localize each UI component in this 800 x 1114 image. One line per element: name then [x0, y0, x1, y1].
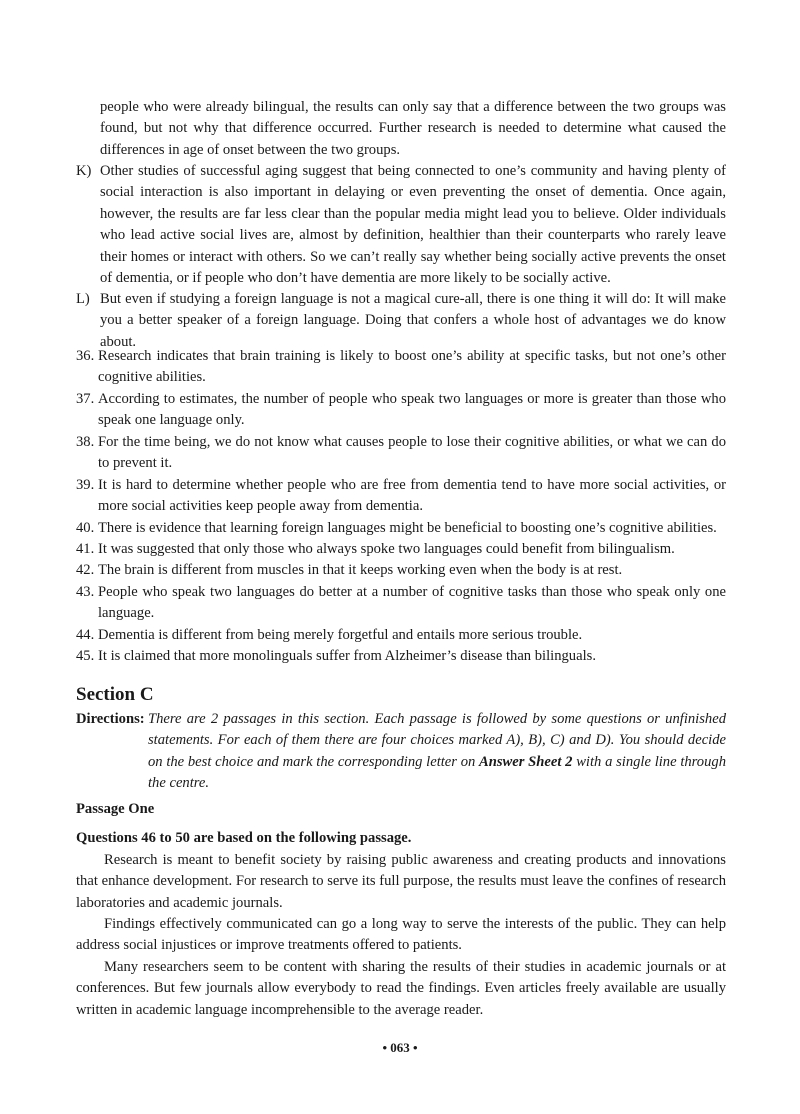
continuation-paragraph: people who were already bilingual, the results can only say that a difference between the two groups was found, but not why that difference occurred. Further research is needed to determine what caused the differences in age of onset between the two groups.: [100, 99, 726, 158]
statement-text: Research indicates that brain training is likely to boost one’s ability at specific tasks, but not one’s other cognitive abilities.: [98, 348, 726, 386]
statement-36: [76, 346, 726, 389]
statement-43: [76, 582, 726, 625]
directions-label: Directions:: [76, 711, 145, 727]
statement-number: 38.: [76, 434, 95, 450]
passage-paragraph: Many researchers seem to be content with sharing the results of their studies in academic journals or at conferences. But few journals allow everybody to read the findings. Even articles freely available are usually written in academic language incomprehensible to the average reader.: [76, 959, 726, 1018]
statement-number: 39.: [76, 477, 95, 493]
statement-39: [76, 475, 726, 518]
statement-41: [76, 539, 726, 560]
statement-text: The brain is different from muscles in that it keeps working even when the body is at rest.: [98, 562, 623, 578]
answer-sheet-reference: Answer Sheet 2: [479, 753, 573, 770]
statement-number: 45.: [76, 648, 95, 664]
statement-number: 37.: [76, 391, 95, 407]
paragraph-label: L): [76, 291, 90, 307]
statement-38: [76, 432, 726, 475]
statement-text: It was suggested that only those who always spoke two languages could benefit from bilingualism.: [98, 541, 675, 557]
statement-40: [76, 518, 726, 539]
directions-text-part1: There are 2 passages in this section. Each passage is followed by some questions or unfinished statements. For each of them there are four choices marked A), B), C) and D). You should decide on the best choice and mark the corresponding letter on: [148, 711, 726, 770]
passage-paragraph: Findings effectively communicated can go a long way to serve the interests of the public. They can help address social injustices or improve treatments offered to patients.: [76, 916, 726, 954]
paragraph-label: K): [76, 163, 92, 179]
statement-number: 44.: [76, 627, 95, 643]
statement-number: 36.: [76, 348, 95, 364]
passage-paragraph: Research is meant to benefit society by raising public awareness and creating products and innovations that enhance development. For research to serve its full purpose, the results must leave the confines of research laboratories and academic journals.: [76, 852, 726, 911]
section-title: Section C: [76, 684, 154, 705]
statement-text: According to estimates, the number of people who speak two languages or more is greater than those who speak one language only.: [98, 391, 726, 429]
paragraph-text: Other studies of successful aging suggest that being connected to one’s community and having plenty of social interaction is also important in delaying or even preventing the onset of dementia. Once again, however, the results are far less clear than the popular media might lead you to believe. Older individuals who lead active social lives are, almost by definition, healthier than their counterparts who rarely leave their homes or interact with others. So we can’t really say whether being socially active prevents the onset of dementia, or if people who don’t have dementia are more likely to be socially active.: [100, 163, 726, 287]
page-number: • 063 •: [382, 1040, 418, 1055]
paragraph-text: But even if studying a foreign language is not a magical cure-all, there is one thing it will do: It will make you a better speaker of a foreign language. Doing that confers a whole host of advantages we do know about.: [100, 291, 726, 350]
statement-text: Dementia is different from being merely forgetful and entails more serious trouble.: [98, 627, 583, 643]
statement-text: There is evidence that learning foreign languages might be beneficial to boosting one’s cognitive abilities.: [98, 520, 717, 536]
statement-text: People who speak two languages do better at a number of cognitive tasks than those who speak only one language.: [98, 584, 726, 622]
statement-text: It is hard to determine whether people who are free from dementia tend to have more social activities, or more social activities keep people away from dementia.: [98, 477, 726, 515]
statement-text: For the time being, we do not know what causes people to lose their cognitive abilities, or what we can do to prevent it.: [98, 434, 726, 472]
statement-37: [76, 389, 726, 432]
passage-title: Passage One: [76, 801, 155, 817]
questions-heading: Questions 46 to 50 are based on the following passage.: [76, 830, 412, 846]
directions-text: [148, 709, 726, 795]
statement-44: [76, 625, 726, 646]
statement-number: 42.: [76, 562, 95, 578]
statement-text: It is claimed that more monolinguals suffer from Alzheimer’s disease than bilinguals.: [98, 648, 596, 664]
statement-number: 40.: [76, 520, 95, 536]
statement-42: [76, 560, 726, 581]
paragraph-l: [76, 289, 726, 353]
paragraph-k: [76, 161, 726, 289]
statement-45: [76, 646, 726, 667]
directions: [76, 709, 726, 795]
statement-number: 41.: [76, 541, 95, 557]
directions-text-part2: with a single line through the centre.: [148, 753, 726, 792]
statement-number: 43.: [76, 584, 95, 600]
